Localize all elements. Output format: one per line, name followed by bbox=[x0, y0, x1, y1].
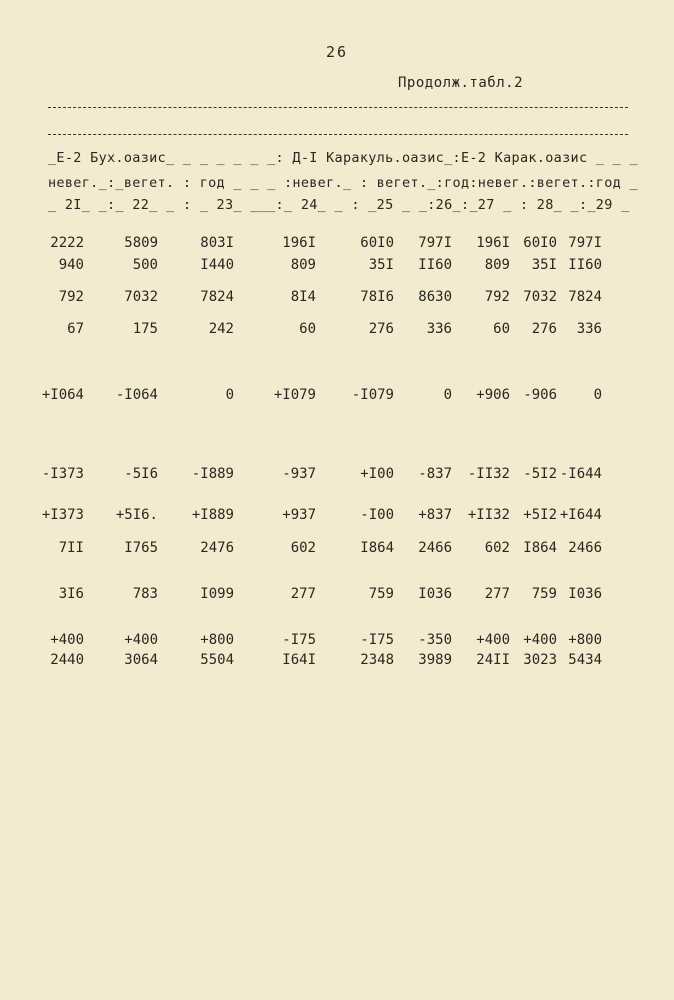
table-cell: 5434 bbox=[568, 652, 602, 668]
table-row bbox=[0, 321, 674, 341]
table-cell: 7032 bbox=[523, 289, 557, 305]
table-cell: +400 bbox=[50, 632, 84, 648]
table-cell: +I644 bbox=[559, 507, 602, 523]
table-cell: 67 bbox=[67, 321, 84, 337]
table-row bbox=[0, 387, 674, 407]
table-cell: 78I6 bbox=[360, 289, 394, 305]
table-cell: 24II bbox=[476, 652, 510, 668]
table-row bbox=[0, 235, 674, 255]
table-cell: 7824 bbox=[568, 289, 602, 305]
table-cell: 60I0 bbox=[523, 235, 557, 251]
table-cell: 276 bbox=[368, 321, 394, 337]
table-cell: 803I bbox=[200, 235, 234, 251]
table-cell: 276 bbox=[531, 321, 557, 337]
table-cell: +I064 bbox=[41, 387, 84, 403]
table-cell: 336 bbox=[426, 321, 452, 337]
table-cell: 759 bbox=[531, 586, 557, 602]
table-cell: 797I bbox=[418, 235, 452, 251]
table-cell: 8I4 bbox=[290, 289, 316, 305]
table-cell: +837 bbox=[418, 507, 452, 523]
table-cell: II60 bbox=[418, 257, 452, 273]
table-cell: I864 bbox=[360, 540, 394, 556]
table-cell: 60I0 bbox=[360, 235, 394, 251]
table-cell: I765 bbox=[124, 540, 158, 556]
table-cell: 2466 bbox=[418, 540, 452, 556]
table-cell: +800 bbox=[200, 632, 234, 648]
table-cell: +400 bbox=[476, 632, 510, 648]
table-cell: 277 bbox=[290, 586, 316, 602]
table-cell: -I644 bbox=[559, 466, 602, 482]
table-continuation-label: Продолж.табл.2 bbox=[398, 75, 524, 91]
table-cell: 60 bbox=[299, 321, 316, 337]
table-cell: 7824 bbox=[200, 289, 234, 305]
table-cell: -837 bbox=[418, 466, 452, 482]
table-cell: +937 bbox=[282, 507, 316, 523]
table-cell: -I064 bbox=[115, 387, 158, 403]
table-cell: 0 bbox=[593, 387, 602, 403]
table-row bbox=[0, 466, 674, 486]
table-cell: II60 bbox=[568, 257, 602, 273]
table-row bbox=[0, 289, 674, 309]
table-cell: 759 bbox=[368, 586, 394, 602]
table-cell: 60 bbox=[493, 321, 510, 337]
table-cell: 0 bbox=[443, 387, 452, 403]
table-cell: +I00 bbox=[360, 466, 394, 482]
table-cell: I864 bbox=[523, 540, 557, 556]
table-cell: 0 bbox=[225, 387, 234, 403]
table-cell: -937 bbox=[282, 466, 316, 482]
table-cell: 797I bbox=[568, 235, 602, 251]
table-cell: +I889 bbox=[191, 507, 234, 523]
table-cell: +800 bbox=[568, 632, 602, 648]
table-cell: 3064 bbox=[124, 652, 158, 668]
table-row bbox=[0, 257, 674, 277]
table-cell: 196I bbox=[476, 235, 510, 251]
table-cell: 2466 bbox=[568, 540, 602, 556]
table-cell: 277 bbox=[484, 586, 510, 602]
table-cell: I036 bbox=[568, 586, 602, 602]
table-cell: -906 bbox=[523, 387, 557, 403]
table-cell: 8630 bbox=[418, 289, 452, 305]
table-cell: -I75 bbox=[360, 632, 394, 648]
table-cell: I099 bbox=[200, 586, 234, 602]
table-row bbox=[0, 586, 674, 606]
table-row bbox=[0, 540, 674, 560]
table-cell: 5504 bbox=[200, 652, 234, 668]
table-cell: 940 bbox=[58, 257, 84, 273]
table-cell: 7032 bbox=[124, 289, 158, 305]
table-row bbox=[0, 652, 674, 672]
table-header-groups: _Е-2 Бух.оазис_ _ _ _ _ _ _: Д-I Каракуль.оазис_:Е-2 Карак.оазис _ _ _ bbox=[48, 150, 638, 166]
table-header-rule bbox=[48, 134, 628, 135]
table-cell: 809 bbox=[484, 257, 510, 273]
table-cell: 602 bbox=[484, 540, 510, 556]
table-cell: I036 bbox=[418, 586, 452, 602]
table-cell: 783 bbox=[132, 586, 158, 602]
table-cell: -5I2 bbox=[523, 466, 557, 482]
table-row bbox=[0, 632, 674, 652]
table-cell: I440 bbox=[200, 257, 234, 273]
table-cell: 35I bbox=[368, 257, 394, 273]
table-cell: -I373 bbox=[41, 466, 84, 482]
table-cell: -I079 bbox=[351, 387, 394, 403]
table-cell: 2476 bbox=[200, 540, 234, 556]
table-cell: -5I6 bbox=[124, 466, 158, 482]
table-row bbox=[0, 507, 674, 527]
table-cell: -I00 bbox=[360, 507, 394, 523]
table-cell: +906 bbox=[476, 387, 510, 403]
table-cell: 242 bbox=[208, 321, 234, 337]
table-cell: 5809 bbox=[124, 235, 158, 251]
table-cell: 602 bbox=[290, 540, 316, 556]
table-cell: +400 bbox=[124, 632, 158, 648]
page-number: 26 bbox=[326, 43, 349, 61]
table-cell: 2348 bbox=[360, 652, 394, 668]
table-cell: 3989 bbox=[418, 652, 452, 668]
table-cell: +I373 bbox=[41, 507, 84, 523]
table-header-columns: невег._:_вегет. : год _ _ _ :невег._ : вегет._:год:невег.:вегет.:год _ bbox=[48, 175, 638, 191]
table-cell: 35I bbox=[531, 257, 557, 273]
table-cell: +II32 bbox=[467, 507, 510, 523]
table-header-numbers: _ 2I_ _:_ 22_ _ : _ 23_ ___:_ 24_ _ : _25 _ _:26_:_27 _ : 28_ _:_29 _ bbox=[48, 197, 630, 213]
table-top-rule bbox=[48, 107, 628, 108]
table-cell: +5I2 bbox=[523, 507, 557, 523]
table-cell: -II32 bbox=[467, 466, 510, 482]
table-cell: I64I bbox=[282, 652, 316, 668]
table-cell: 196I bbox=[282, 235, 316, 251]
table-cell: 336 bbox=[576, 321, 602, 337]
table-cell: -I889 bbox=[191, 466, 234, 482]
table-cell: -350 bbox=[418, 632, 452, 648]
table-cell: 500 bbox=[132, 257, 158, 273]
table-cell: 7II bbox=[58, 540, 84, 556]
table-cell: 792 bbox=[484, 289, 510, 305]
table-cell: +I079 bbox=[273, 387, 316, 403]
table-cell: +400 bbox=[523, 632, 557, 648]
table-cell: +5I6. bbox=[115, 507, 158, 523]
table-cell: 175 bbox=[132, 321, 158, 337]
table-cell: 792 bbox=[58, 289, 84, 305]
table-cell: 2440 bbox=[50, 652, 84, 668]
table-cell: 2222 bbox=[50, 235, 84, 251]
table-cell: 3023 bbox=[523, 652, 557, 668]
table-cell: 3I6 bbox=[58, 586, 84, 602]
table-cell: 809 bbox=[290, 257, 316, 273]
table-cell: -I75 bbox=[282, 632, 316, 648]
